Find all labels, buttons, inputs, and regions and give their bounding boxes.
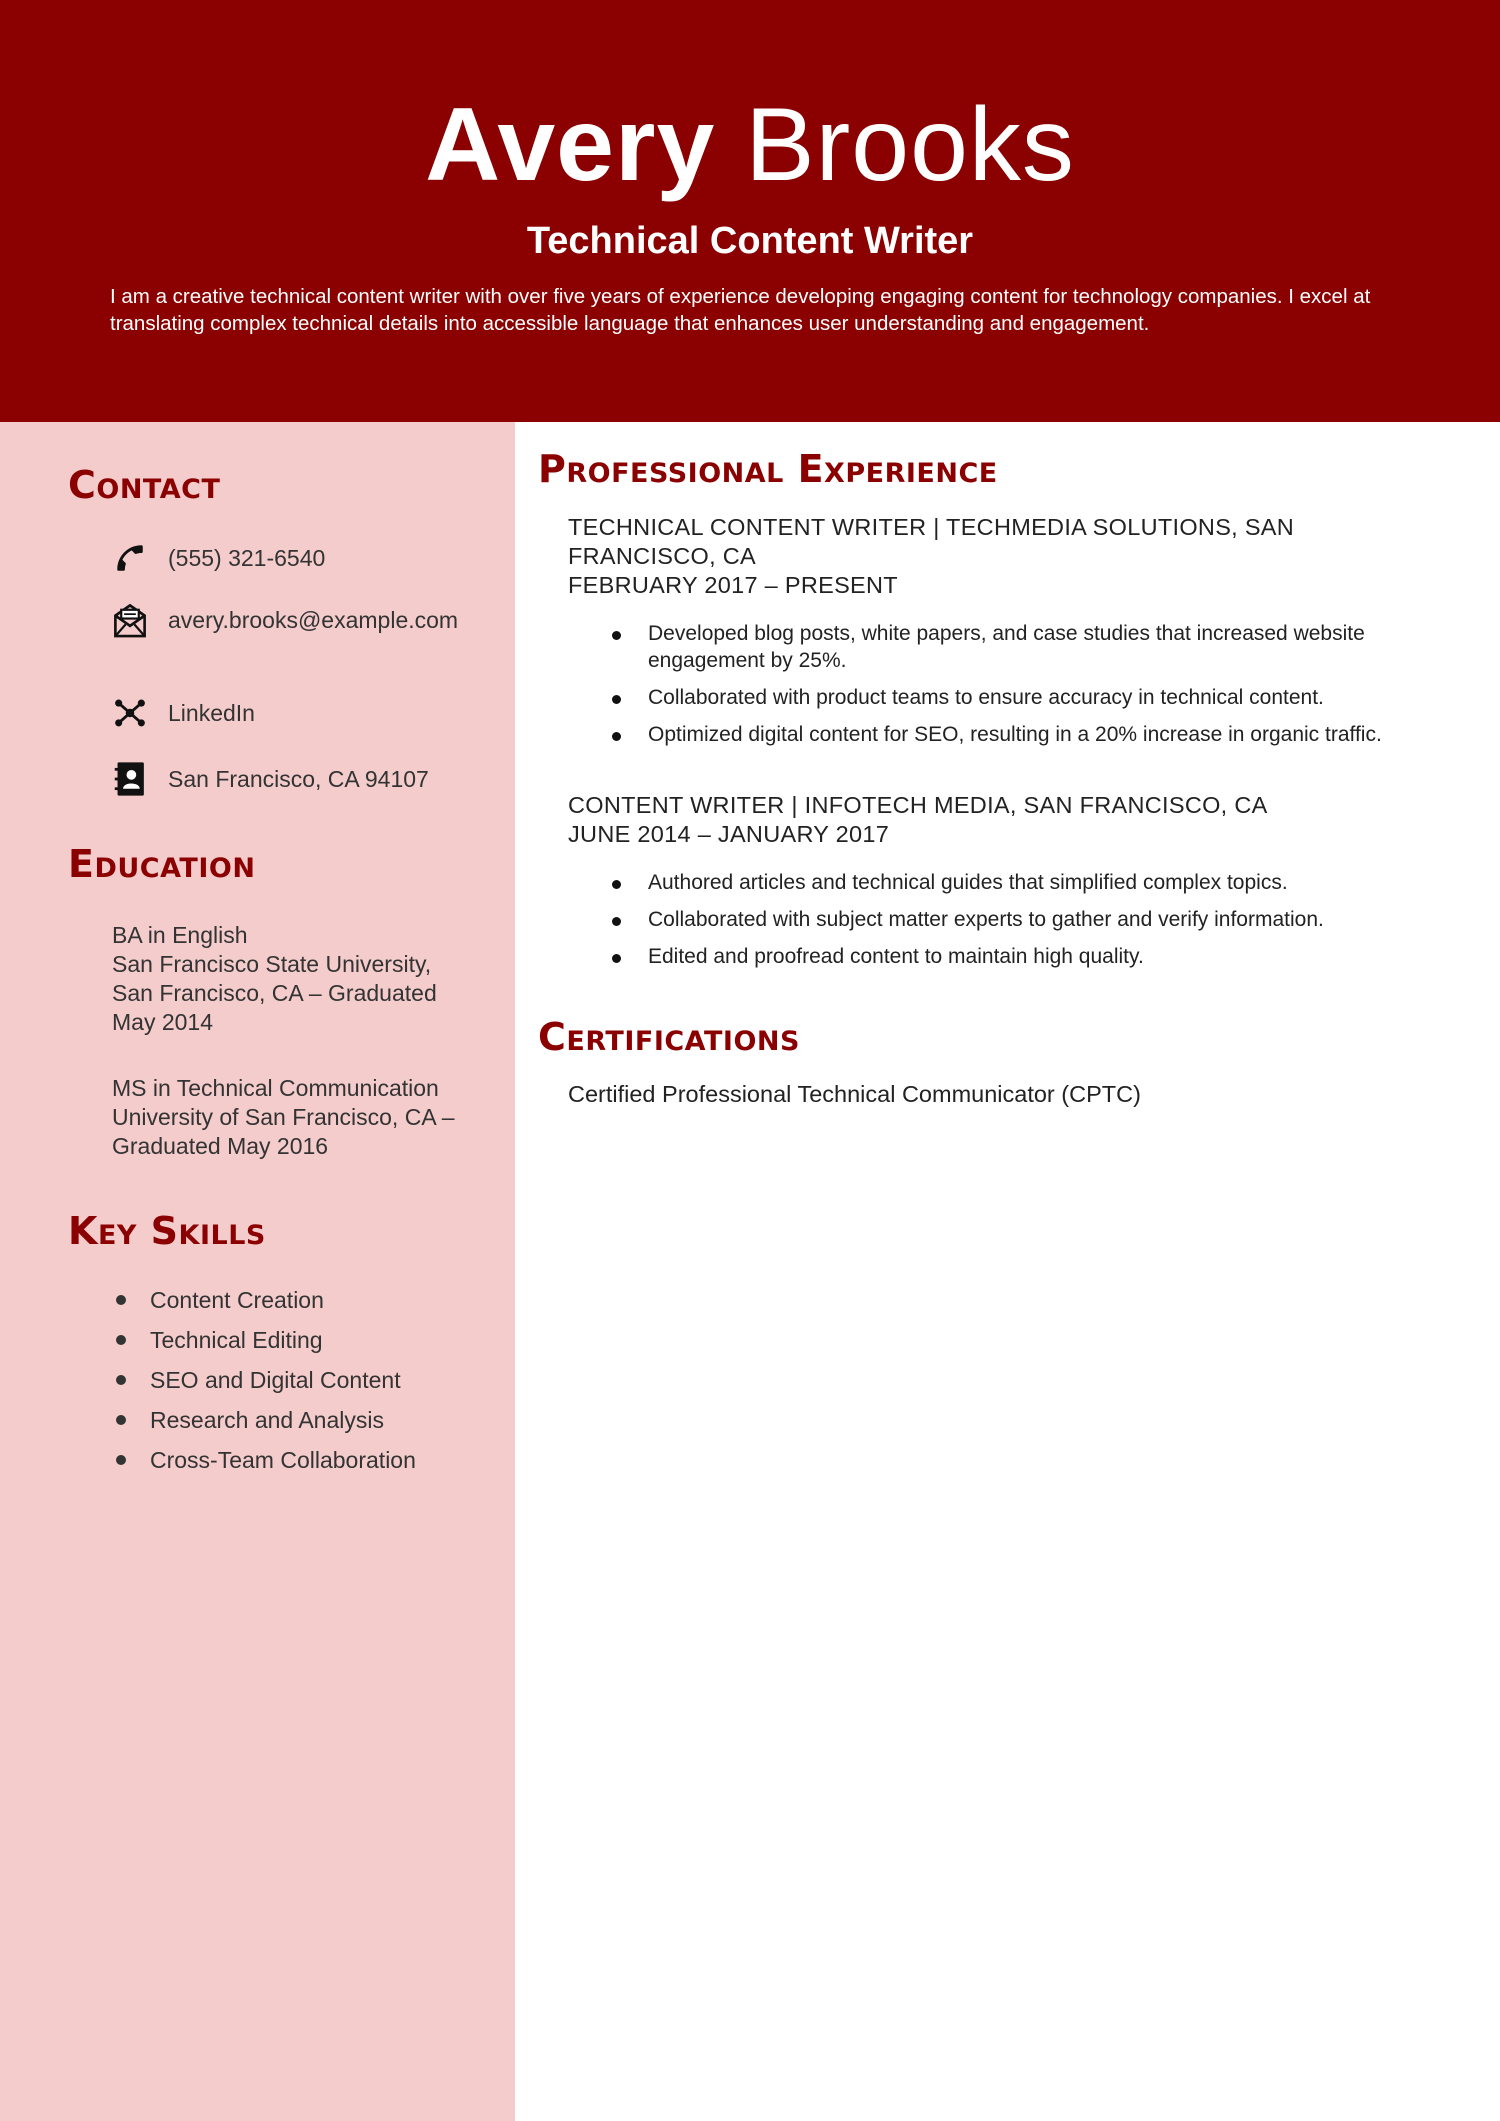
resume-header bbox=[0, 0, 1500, 422]
email-icon bbox=[110, 600, 150, 640]
job-entry-header bbox=[568, 513, 1448, 600]
certifications-heading: Certifications bbox=[538, 1015, 800, 1059]
candidate-name bbox=[0, 85, 1500, 205]
education-entry bbox=[112, 1074, 472, 1161]
job-dates: FEBRUARY 2017 – PRESENT bbox=[568, 572, 898, 598]
education-heading: Education bbox=[68, 842, 256, 886]
degree: MS in Technical Communication bbox=[112, 1075, 439, 1101]
job-role-line: TECHNICAL CONTENT WRITER | TECHMEDIA SOLUTIONS, SAN FRANCISCO, CA bbox=[568, 514, 1295, 569]
certification-item: Certified Professional Technical Communicator (CPTC) bbox=[568, 1081, 1141, 1107]
degree: BA in English bbox=[112, 922, 248, 948]
school-detail: San Francisco State University, San Francisco, CA – Graduated May 2014 bbox=[112, 951, 437, 1035]
address: San Francisco, CA 94107 bbox=[168, 766, 429, 792]
contact-phone bbox=[110, 538, 468, 578]
job-dates: JUNE 2014 – JANUARY 2017 bbox=[568, 821, 890, 847]
phone-icon bbox=[110, 538, 150, 578]
job-bullet: Optimized digital content for SEO, resulting in a 20% increase in organic traffic. bbox=[612, 721, 1442, 748]
job-role-line: CONTENT WRITER | INFOTECH MEDIA, SAN FRANCISCO, CA bbox=[568, 792, 1268, 818]
contact-email bbox=[110, 600, 468, 640]
job-bullets bbox=[612, 620, 1442, 758]
last-name: Brooks bbox=[745, 87, 1075, 203]
contact-linkedin bbox=[110, 693, 468, 733]
skill-item: Technical Editing bbox=[112, 1320, 416, 1360]
skill-item: Content Creation bbox=[112, 1280, 416, 1320]
job-bullet: Authored articles and technical guides that simplified complex topics. bbox=[612, 869, 1442, 896]
job-bullet: Collaborated with product teams to ensure accuracy in technical content. bbox=[612, 684, 1442, 711]
skill-item: Research and Analysis bbox=[112, 1400, 416, 1440]
linkedin-link[interactable]: LinkedIn bbox=[168, 700, 255, 726]
job-bullet: Collaborated with subject matter experts to gather and verify information. bbox=[612, 906, 1442, 933]
job-bullet: Developed blog posts, white papers, and case studies that increased website engagement by 25%. bbox=[612, 620, 1442, 674]
sidebar bbox=[0, 422, 515, 2121]
job-bullets bbox=[612, 869, 1442, 980]
skill-item: Cross-Team Collaboration bbox=[112, 1440, 416, 1480]
skills-list bbox=[112, 1280, 416, 1480]
job-entry-header bbox=[568, 791, 1448, 849]
experience-heading: Professional Experience bbox=[538, 447, 998, 491]
first-name: Avery bbox=[425, 87, 716, 203]
profile-summary: I am a creative technical content writer with over five years of experience developing engaging content for technology companies. I excel at translating complex technical details into accessible language that enhances user understanding and engagement. bbox=[110, 285, 1371, 335]
school-detail: University of San Francisco, CA – Graduated May 2016 bbox=[112, 1104, 455, 1159]
email-address[interactable]: avery.brooks@example.com bbox=[168, 607, 459, 633]
skills-heading: Key Skills bbox=[68, 1209, 266, 1253]
job-title-heading: Technical Content Writer bbox=[526, 220, 974, 262]
linkedin-network-icon bbox=[110, 693, 150, 733]
contact-address bbox=[110, 759, 468, 799]
phone-number: (555) 321-6540 bbox=[168, 545, 326, 571]
education-entry bbox=[112, 921, 472, 1037]
address-book-icon bbox=[110, 759, 150, 799]
job-bullet: Edited and proofread content to maintain high quality. bbox=[612, 943, 1442, 970]
contact-heading: Contact bbox=[68, 463, 221, 507]
skill-item: SEO and Digital Content bbox=[112, 1360, 416, 1400]
